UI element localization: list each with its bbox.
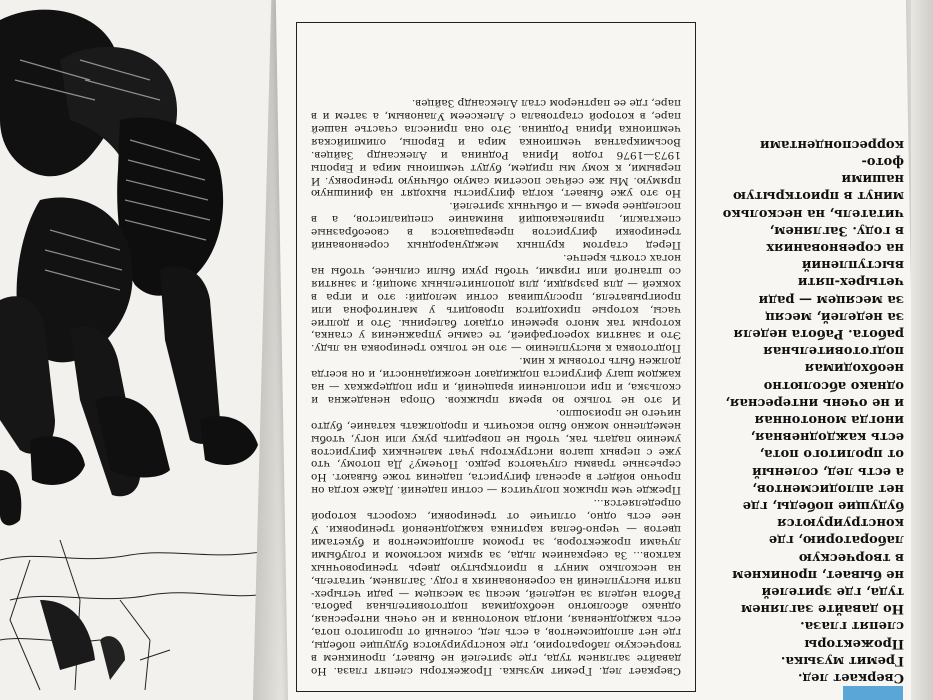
caption-line: туда, где зрителей: [761, 583, 904, 599]
caption-line: читатель, на несколько: [722, 205, 904, 221]
caption-line: иногда монотонная: [754, 411, 904, 427]
caption-line: а есть лед, соленый: [752, 463, 904, 479]
caption-line: необходимая: [804, 360, 904, 376]
caption-line: Гремит музыка.: [780, 652, 904, 668]
caption-line: на соревнованиях: [766, 239, 904, 255]
caption-line: выступлений: [801, 257, 904, 273]
caption-line: конструируются: [777, 515, 904, 531]
article-paragraph: Подготовка к выступлению — это не только тренировка на льду. Это и занятия хореографией, те самые упражнения у станка, которым так много времени отдают балерины. Это и долгие часы, которые приходится проводить у магнитофона или проигрывателя, прослушивая сотни мелодий: это и игра в хоккей — для разрядки, для дополнительных эмоций; и занятия со штангой или гирями, чтобы руки были сильнее, чтобы на ногах стоять крепче.: [311, 252, 681, 355]
caption-line: подготовительная: [763, 343, 904, 359]
caption-line: минут в приоткрытую: [732, 188, 904, 204]
article-paragraph: Сверкает лед. Гремит музыка. Прожекторы слепят глаза. Но давайте заглянем туда, где зрителей не бывает, проникнем в творческую лабораторию, где конструируются будущие победы, где нет аплодисментов, а есть лед, соленый от пролитого пота, есть каждодневная, иногда монотонная и не очень интересная, однако абсолютно необходимая подготовительная работа. Работа неделя за неделей, месяц за месяцем — ради четырех-пяти выступлений на соревнованиях в году. Заглянем, читатель, на несколько минут в приоткрытую дверь тренировочных катков... За сверканием льда, за ярким костюмом и голубыми лучами прожекторов, за громом аплодисментов и букетами цветов — черно-белая картинка каждодневной тренировки. У нее есть одно, отличие от тренировки, скорость которой определяется...: [311, 497, 681, 677]
caption-line: Но давайте заглянем: [740, 601, 904, 617]
caption-column: [700, 30, 910, 690]
caption-line: четырех-пяти: [797, 274, 904, 290]
caption-line: есть каждодневная,: [750, 429, 904, 445]
caption-line: нашими: [841, 171, 904, 187]
article-paragraph: И это не только во время прыжков. Опора ненадежна и скользка, и при исполнении вращений, и при поддержках — на каждом шагу фигуриста поджидают неожиданности, и он всегда должен быть готовым к ним.: [311, 355, 681, 406]
woodcut-illustration: [0, 0, 270, 700]
caption-line: за неделей, месяц: [765, 308, 904, 324]
caption-line: фото-: [861, 153, 904, 169]
caption-line: корреспондентами: [760, 136, 904, 152]
caption-line: от пролитого пота,: [759, 446, 904, 462]
caption-line: за месяцем — ради: [758, 291, 904, 307]
caption-line: слепят глаза.: [800, 618, 904, 634]
article-frame: [296, 22, 696, 692]
caption-line: и не очень интересная,: [725, 394, 904, 410]
article-paragraph: Прежде чем прыжок получится — сотни падений. Даже когда он прочно войдет в арсенал фигуриста, падения тоже бывают. Но серьезные травмы случаются редко. Почему? Да потому, что уже с первых шагов инструкторы учат маленьких фигуристов умению падать так, чтобы не повредить руку или ногу, чтобы немедленно можно было вскочить и продолжать катание, будто ничего не произошло.: [311, 406, 681, 497]
caption-line: нет аплодисментов,: [752, 480, 904, 496]
caption-line: не бывает, проникнем: [732, 566, 904, 582]
caption-line: в году. Заглянем,: [769, 222, 904, 238]
caption-line: Сверкает лед.: [797, 670, 904, 685]
caption-line: однако абсолютно: [763, 377, 904, 393]
article-paragraph: Но это уже бывает, когда фигуристы выходят на финишную прямую. Мы же сейчас посетим самую обычную тренировку. И первыми, к кому мы придем, будут чемпионы мира и Европы 1973—1976 годов Ирина Роднина и Александр Зайцев. Восьмикратная чемпионка мира и Европы, олимпийская чемпионка Ирина Роднина. Это она принесла счастье нашей паре, в которой стартовала с Алексеем Улановым, а затем и в паре, где ее партнером стал Александр Зайцев.: [311, 97, 681, 200]
caption-line: будущие победы, где: [742, 497, 904, 513]
caption-line: лабораторию, где: [768, 532, 904, 548]
page-stack-edge: [911, 0, 933, 700]
article-paragraph: Перед стартом крупных международных соревнований тренировки фигуристов превращаются в своеобразные спектакли, привлекающий внимание специалистов, а в последнее время — и обычных зрителей.: [311, 200, 681, 252]
caption-line: работа. Работа неделя: [733, 325, 904, 341]
caption-line: Прожекторы: [804, 635, 904, 651]
caption-line: в творческую: [798, 549, 904, 565]
